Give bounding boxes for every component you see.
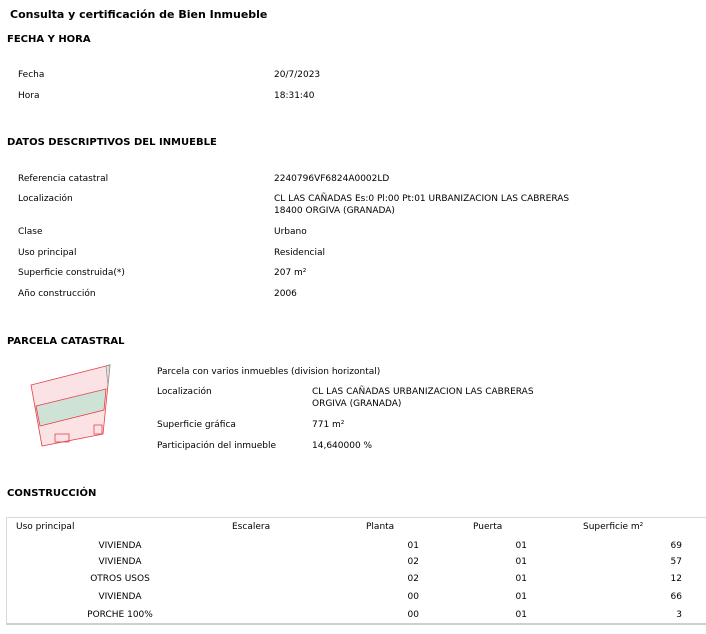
table-row-puerta: 01	[515, 592, 527, 602]
construccion-table	[6, 517, 706, 625]
superficie-construida-value: 207 m²	[274, 268, 307, 278]
ref-catastral-label: Referencia catastral	[18, 174, 109, 184]
section-datos-heading: DATOS DESCRIPTIVOS DEL INMUEBLE	[7, 137, 217, 148]
page-title: Consulta y certificación de Bien Inmueble	[10, 8, 268, 21]
parcela-localizacion-line1: CL LAS CAÑADAS URBANIZACION LAS CABRERAS	[312, 387, 534, 397]
parcel-map	[28, 362, 114, 448]
localizacion-line2: 18400 ORGIVA (GRANADA)	[274, 206, 395, 216]
table-row-superficie: 12	[670, 574, 682, 584]
table-row-puerta: 01	[515, 557, 527, 567]
parcela-localizacion-line2: ORGIVA (GRANADA)	[312, 399, 402, 409]
superficie-grafica-value: 771 m²	[312, 420, 345, 430]
section-construccion-heading: CONSTRUCCIÓN	[7, 488, 97, 499]
table-row-planta: 00	[407, 592, 419, 602]
table-row-uso: VIVIENDA	[98, 557, 142, 567]
fecha-value: 20/7/2023	[274, 70, 321, 80]
table-row-puerta: 01	[515, 541, 527, 551]
section-fecha-hora-heading: FECHA Y HORA	[7, 34, 91, 45]
table-row-superficie: 66	[670, 592, 682, 602]
table-row-uso: OTROS USOS	[90, 574, 150, 584]
col-puerta-header: Puerta	[473, 522, 503, 532]
col-superficie-header: Superficie m²	[583, 522, 644, 532]
superficie-construida-label: Superficie construida(*)	[18, 268, 125, 278]
table-row-uso: VIVIENDA	[98, 541, 142, 551]
localizacion-label: Localización	[18, 194, 73, 204]
table-row-superficie: 57	[670, 557, 682, 567]
superficie-grafica-label: Superficie gráfica	[157, 420, 236, 430]
col-uso-principal-header: Uso principal	[16, 522, 75, 532]
section-parcela-heading: PARCELA CATASTRAL	[7, 336, 125, 347]
uso-principal-label: Uso principal	[18, 248, 77, 258]
parcela-descripcion: Parcela con varios inmuebles (division horizontal)	[157, 367, 381, 377]
parcela-localizacion-label: Localización	[157, 387, 212, 397]
table-row-puerta: 01	[515, 574, 527, 584]
fecha-label: Fecha	[18, 70, 45, 80]
table-row-planta: 02	[407, 574, 419, 584]
col-planta-header: Planta	[366, 522, 395, 532]
table-row-planta: 01	[407, 541, 419, 551]
anio-construccion-label: Año construcción	[18, 289, 96, 299]
table-row-superficie: 69	[670, 541, 682, 551]
uso-principal-value: Residencial	[274, 248, 325, 258]
table-row-planta: 02	[407, 557, 419, 567]
clase-label: Clase	[18, 227, 43, 237]
hora-label: Hora	[18, 91, 40, 101]
anio-construccion-value: 2006	[274, 289, 297, 299]
clase-value: Urbano	[274, 227, 307, 237]
participacion-value: 14,640000 %	[312, 441, 373, 451]
table-row-planta: 00	[407, 610, 419, 620]
localizacion-line1: CL LAS CAÑADAS Es:0 Pl:00 Pt:01 URBANIZACION LAS CABRERAS	[274, 194, 570, 204]
col-escalera-header: Escalera	[232, 522, 271, 532]
table-row-puerta: 01	[515, 610, 527, 620]
table-row-uso: VIVIENDA	[98, 592, 142, 602]
participacion-label: Participación del inmueble	[157, 441, 277, 451]
ref-catastral-value: 2240796VF6824A0002LD	[274, 174, 390, 184]
table-row-uso: PORCHE 100%	[87, 610, 153, 620]
table-row-superficie: 3	[676, 610, 682, 620]
hora-value: 18:31:40	[274, 91, 315, 101]
